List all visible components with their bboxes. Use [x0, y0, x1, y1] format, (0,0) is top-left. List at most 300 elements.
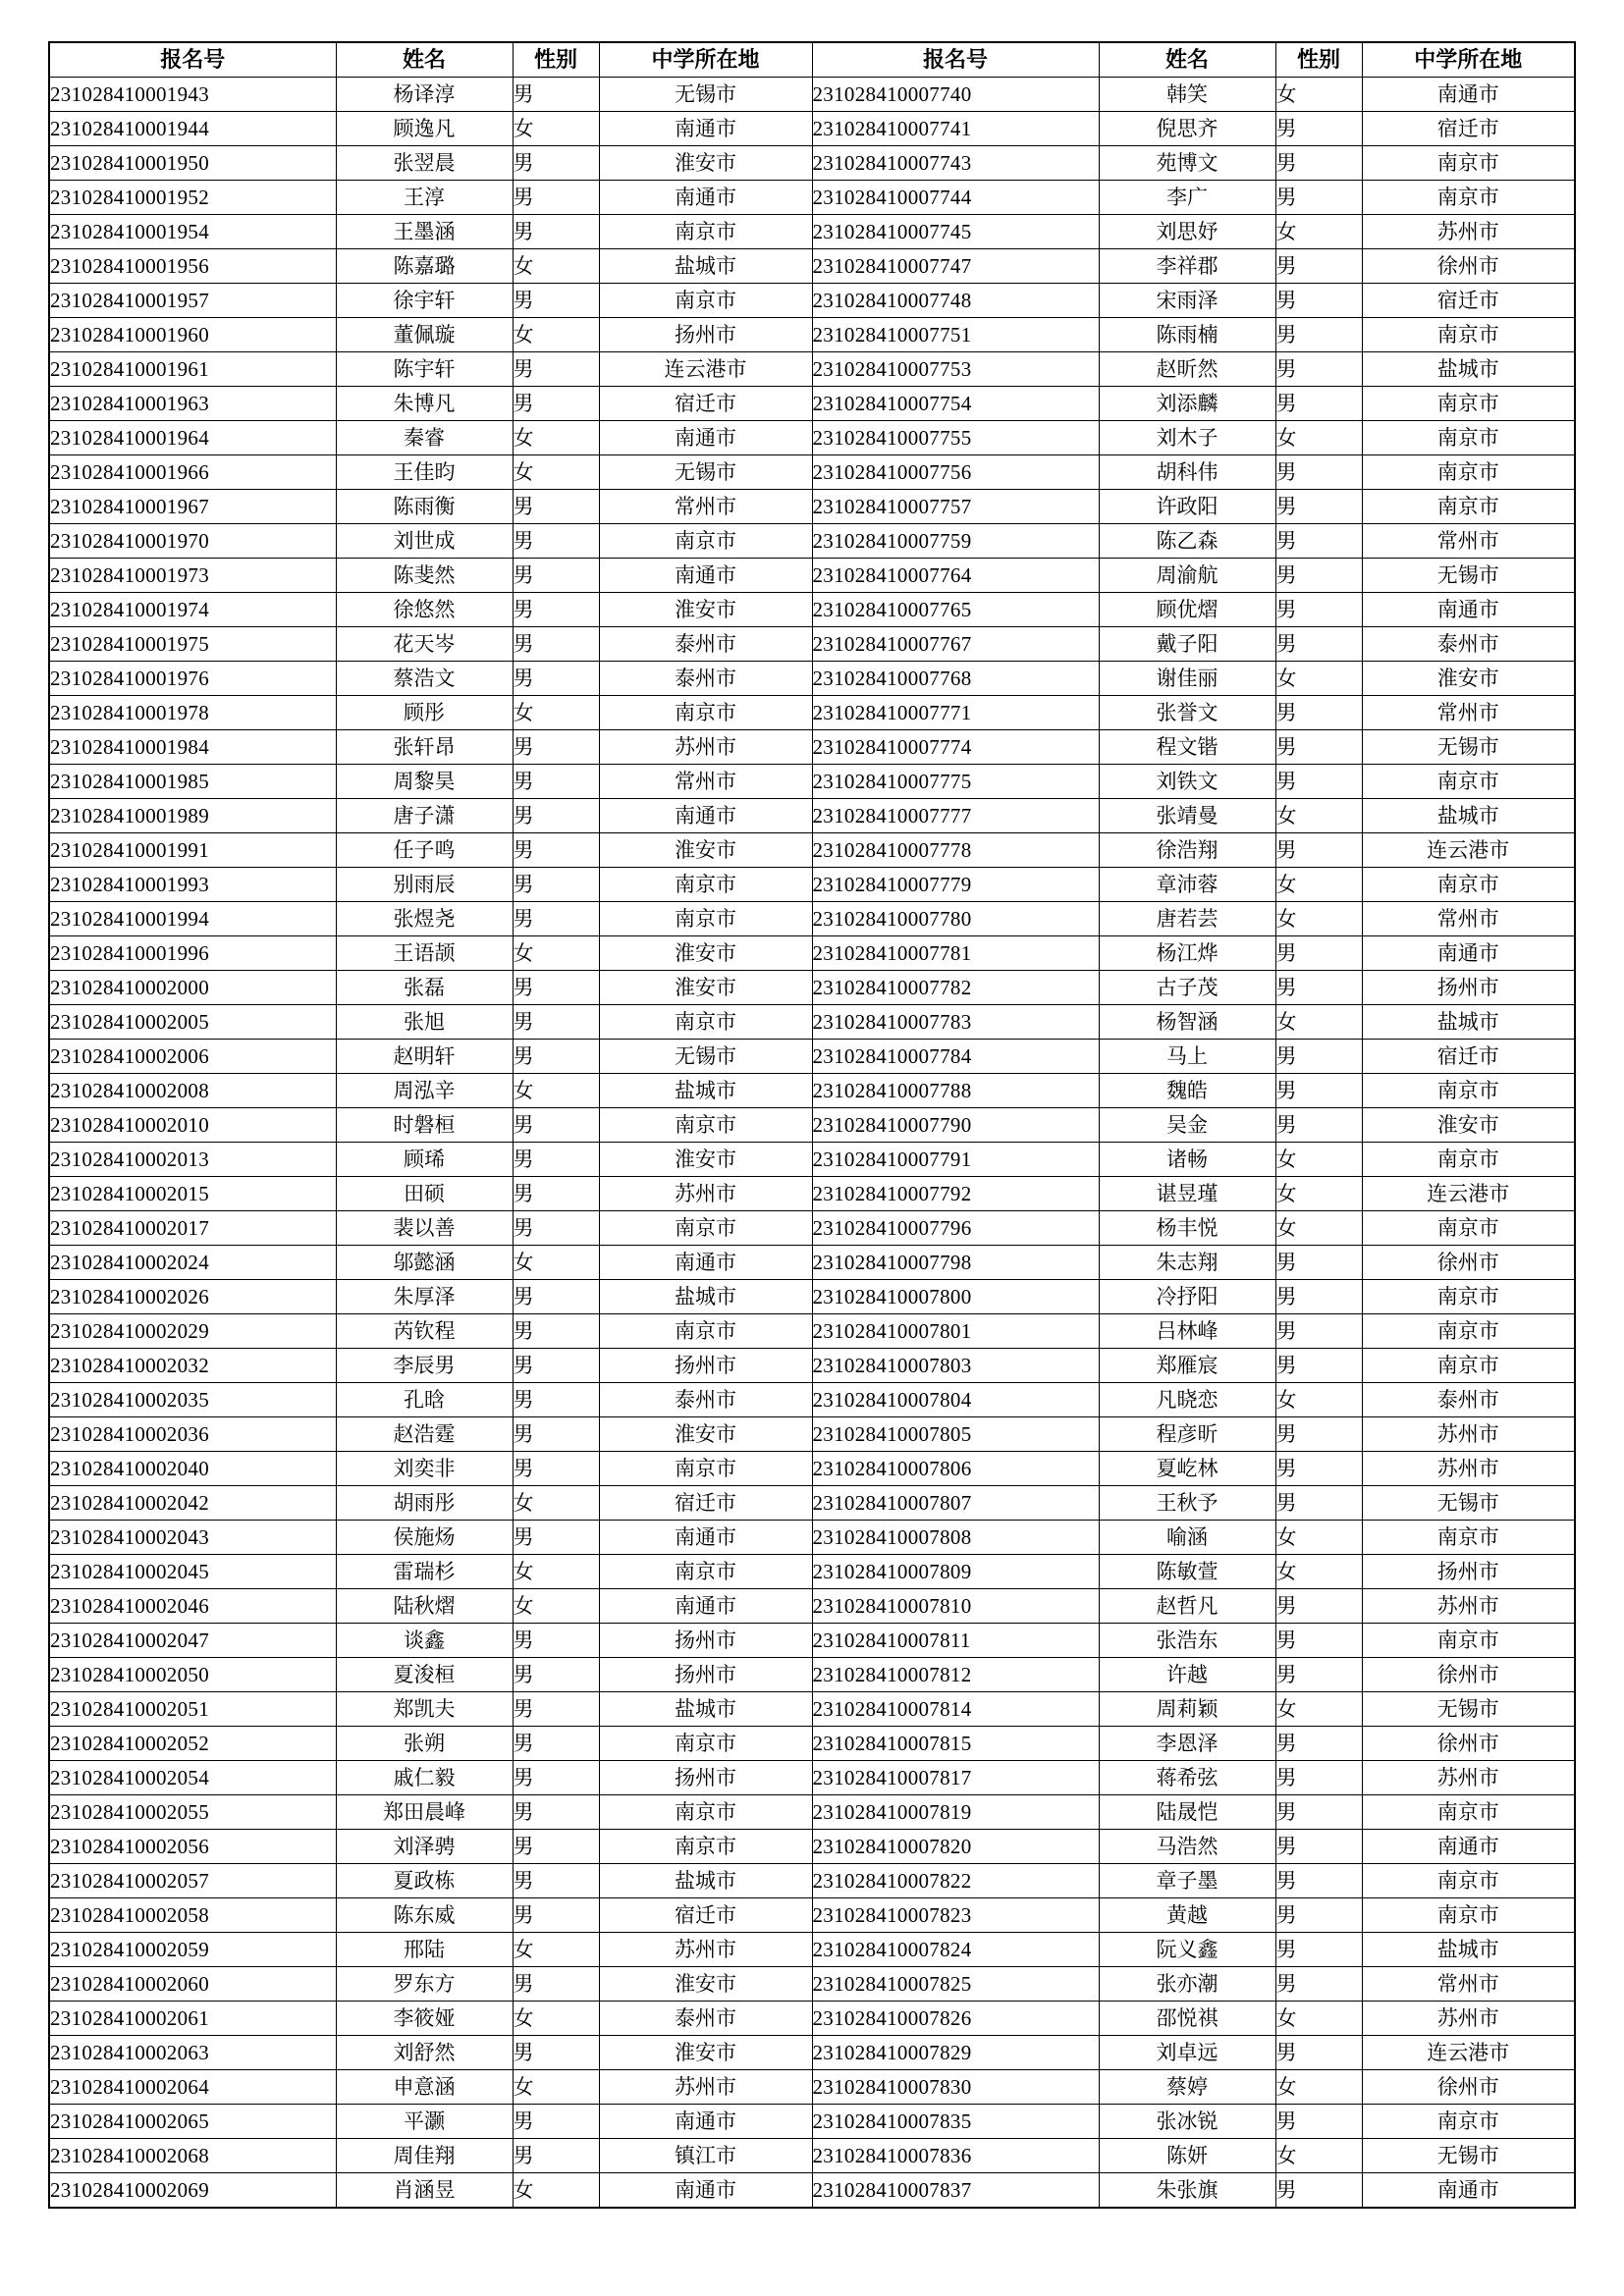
gender-cell: 男 [513, 490, 599, 524]
name-cell: 郑凯夫 [336, 1692, 513, 1727]
gender-cell: 女 [513, 1555, 599, 1589]
gender-cell: 男 [513, 559, 599, 593]
gender-cell: 女 [1275, 1211, 1362, 1246]
gender-cell: 男 [1275, 1898, 1362, 1933]
table-row [49, 1864, 1575, 1898]
name-cell: 任子鸣 [336, 833, 513, 868]
school-city-cell: 宿迁市 [1362, 112, 1575, 146]
name-cell: 周莉颖 [1099, 1692, 1275, 1727]
registration-number-cell: 231028410007815 [812, 1727, 1099, 1761]
registration-number-cell: 231028410007759 [812, 524, 1099, 559]
school-city-cell: 宿迁市 [1362, 1040, 1575, 1074]
table-row [49, 1727, 1575, 1761]
gender-cell: 男 [513, 1143, 599, 1177]
name-cell: 李辰男 [336, 1349, 513, 1383]
name-cell: 顾琋 [336, 1143, 513, 1177]
gender-cell: 男 [1275, 1727, 1362, 1761]
gender-cell: 女 [513, 249, 599, 284]
name-cell: 王秋予 [1099, 1486, 1275, 1521]
registration-number-cell: 231028410007779 [812, 868, 1099, 902]
registration-number-cell: 231028410007800 [812, 1280, 1099, 1314]
registration-number-cell: 231028410002006 [49, 1040, 336, 1074]
registration-number-cell: 231028410001974 [49, 593, 336, 627]
gender-cell: 女 [1275, 868, 1362, 902]
school-city-cell: 南京市 [1362, 1898, 1575, 1933]
registration-number-cell: 231028410007798 [812, 1246, 1099, 1280]
registration-number-cell: 231028410002065 [49, 2105, 336, 2139]
gender-cell: 男 [513, 627, 599, 662]
registration-number-cell: 231028410001957 [49, 284, 336, 318]
gender-cell: 女 [1275, 421, 1362, 455]
school-city-cell: 南京市 [1362, 1211, 1575, 1246]
name-cell: 田硕 [336, 1177, 513, 1211]
registration-number-cell: 231028410007744 [812, 181, 1099, 215]
registration-number-cell: 231028410002069 [49, 2173, 336, 2209]
registration-number-cell: 231028410001984 [49, 730, 336, 765]
name-cell: 王淳 [336, 181, 513, 215]
table-row [49, 455, 1575, 490]
gender-cell: 男 [1275, 524, 1362, 559]
registration-number-cell: 231028410002015 [49, 1177, 336, 1211]
registration-number-cell: 231028410007810 [812, 1589, 1099, 1624]
table-row [49, 1692, 1575, 1727]
table-row [49, 490, 1575, 524]
gender-cell: 女 [1275, 662, 1362, 696]
registration-number-cell: 231028410002054 [49, 1761, 336, 1795]
registration-number-cell: 231028410007767 [812, 627, 1099, 662]
table-row [49, 1280, 1575, 1314]
gender-cell: 女 [1275, 1005, 1362, 1040]
table-row [49, 387, 1575, 421]
name-cell: 戴子阳 [1099, 627, 1275, 662]
registration-number-cell: 231028410001993 [49, 868, 336, 902]
school-city-cell: 南通市 [599, 2173, 812, 2209]
school-city-cell: 南通市 [599, 1589, 812, 1624]
gender-cell: 女 [1275, 799, 1362, 833]
registration-number-cell: 231028410007837 [812, 2173, 1099, 2209]
name-cell: 王墨涵 [336, 215, 513, 249]
header-name-left: 姓名 [336, 42, 513, 78]
registration-number-cell: 231028410007805 [812, 1417, 1099, 1452]
gender-cell: 女 [513, 696, 599, 730]
registration-number-cell: 231028410002042 [49, 1486, 336, 1521]
name-cell: 张誉文 [1099, 696, 1275, 730]
registration-number-cell: 231028410007812 [812, 1658, 1099, 1692]
name-cell: 刘铁文 [1099, 765, 1275, 799]
name-cell: 倪思齐 [1099, 112, 1275, 146]
school-city-cell: 淮安市 [599, 1417, 812, 1452]
table-row [49, 799, 1575, 833]
name-cell: 张靖曼 [1099, 799, 1275, 833]
gender-cell: 男 [1275, 593, 1362, 627]
school-city-cell: 无锡市 [599, 1040, 812, 1074]
name-cell: 朱厚泽 [336, 1280, 513, 1314]
name-cell: 徐浩翔 [1099, 833, 1275, 868]
name-cell: 马上 [1099, 1040, 1275, 1074]
school-city-cell: 苏州市 [1362, 1761, 1575, 1795]
registration-number-cell: 231028410002058 [49, 1898, 336, 1933]
name-cell: 张煜尧 [336, 902, 513, 936]
school-city-cell: 扬州市 [599, 1658, 812, 1692]
name-cell: 张亦潮 [1099, 1967, 1275, 2002]
registration-number-cell: 231028410002008 [49, 1074, 336, 1108]
name-cell: 杨丰悦 [1099, 1211, 1275, 1246]
table-row [49, 559, 1575, 593]
header-gender-left: 性别 [513, 42, 599, 78]
name-cell: 马浩然 [1099, 1830, 1275, 1864]
registration-number-cell: 231028410007755 [812, 421, 1099, 455]
registration-number-cell: 231028410007756 [812, 455, 1099, 490]
gender-cell: 男 [513, 1967, 599, 2002]
gender-cell: 男 [1275, 1624, 1362, 1658]
table-row [49, 352, 1575, 387]
registration-number-cell: 231028410002063 [49, 2036, 336, 2070]
school-city-cell: 扬州市 [599, 1349, 812, 1383]
name-cell: 章子墨 [1099, 1864, 1275, 1898]
table-row [49, 2070, 1575, 2105]
registration-number-cell: 231028410007751 [812, 318, 1099, 352]
school-city-cell: 苏州市 [599, 2070, 812, 2105]
gender-cell: 女 [513, 2173, 599, 2209]
gender-cell: 男 [513, 387, 599, 421]
school-city-cell: 南京市 [1362, 1795, 1575, 1830]
gender-cell: 女 [1275, 1383, 1362, 1417]
name-cell: 阮义鑫 [1099, 1933, 1275, 1967]
table-row [49, 765, 1575, 799]
table-body [49, 78, 1575, 2209]
school-city-cell: 无锡市 [1362, 559, 1575, 593]
gender-cell: 男 [1275, 1486, 1362, 1521]
gender-cell: 女 [513, 2070, 599, 2105]
school-city-cell: 南通市 [599, 1246, 812, 1280]
name-cell: 邵悦祺 [1099, 2002, 1275, 2036]
gender-cell: 男 [513, 1040, 599, 1074]
name-cell: 肖涵昱 [336, 2173, 513, 2209]
registration-number-cell: 231028410002052 [49, 1727, 336, 1761]
registration-number-cell: 231028410002047 [49, 1624, 336, 1658]
name-cell: 刘世成 [336, 524, 513, 559]
name-cell: 平灏 [336, 2105, 513, 2139]
gender-cell: 男 [1275, 284, 1362, 318]
gender-cell: 男 [1275, 730, 1362, 765]
school-city-cell: 淮安市 [599, 936, 812, 971]
table-row [49, 1795, 1575, 1830]
gender-cell: 女 [513, 1486, 599, 1521]
name-cell: 赵浩霆 [336, 1417, 513, 1452]
school-city-cell: 连云港市 [1362, 1177, 1575, 1211]
gender-cell: 男 [513, 1383, 599, 1417]
registration-number-cell: 231028410002026 [49, 1280, 336, 1314]
gender-cell: 男 [513, 284, 599, 318]
registration-number-cell: 231028410002043 [49, 1521, 336, 1555]
table-row [49, 833, 1575, 868]
school-city-cell: 扬州市 [599, 318, 812, 352]
school-city-cell: 南通市 [1362, 1830, 1575, 1864]
registration-number-cell: 231028410007775 [812, 765, 1099, 799]
gender-cell: 男 [1275, 1830, 1362, 1864]
school-city-cell: 苏州市 [1362, 1452, 1575, 1486]
table-row [49, 421, 1575, 455]
school-city-cell: 盐城市 [1362, 1933, 1575, 1967]
school-city-cell: 南京市 [599, 1555, 812, 1589]
registration-number-cell: 231028410001956 [49, 249, 336, 284]
school-city-cell: 淮安市 [1362, 1108, 1575, 1143]
table-row [49, 1005, 1575, 1040]
table-row [49, 868, 1575, 902]
gender-cell: 男 [1275, 112, 1362, 146]
school-city-cell: 苏州市 [1362, 1417, 1575, 1452]
table-row [49, 730, 1575, 765]
gender-cell: 男 [513, 833, 599, 868]
registration-number-cell: 231028410007835 [812, 2105, 1099, 2139]
registration-number-cell: 231028410001996 [49, 936, 336, 971]
gender-cell: 男 [513, 1692, 599, 1727]
name-cell: 赵明轩 [336, 1040, 513, 1074]
registration-number-cell: 231028410002035 [49, 1383, 336, 1417]
school-city-cell: 苏州市 [1362, 2002, 1575, 2036]
school-city-cell: 泰州市 [599, 2002, 812, 2036]
school-city-cell: 苏州市 [599, 1933, 812, 1967]
registration-number-cell: 231028410007778 [812, 833, 1099, 868]
school-city-cell: 南京市 [1362, 1314, 1575, 1349]
registration-number-cell: 231028410007748 [812, 284, 1099, 318]
gender-cell: 男 [513, 1864, 599, 1898]
gender-cell: 男 [1275, 1933, 1362, 1967]
gender-cell: 男 [1275, 696, 1362, 730]
school-city-cell: 常州市 [599, 765, 812, 799]
name-cell: 邢陆 [336, 1933, 513, 1967]
school-city-cell: 南京市 [599, 284, 812, 318]
school-city-cell: 南通市 [599, 559, 812, 593]
registration-number-cell: 231028410007817 [812, 1761, 1099, 1795]
name-cell: 张旭 [336, 1005, 513, 1040]
gender-cell: 女 [513, 1246, 599, 1280]
name-cell: 冷抒阳 [1099, 1280, 1275, 1314]
name-cell: 芮钦程 [336, 1314, 513, 1349]
table-row [49, 1830, 1575, 1864]
gender-cell: 男 [513, 1521, 599, 1555]
name-cell: 蒋希弦 [1099, 1761, 1275, 1795]
school-city-cell: 徐州市 [1362, 249, 1575, 284]
gender-cell: 男 [1275, 1864, 1362, 1898]
registration-number-cell: 231028410002056 [49, 1830, 336, 1864]
school-city-cell: 南通市 [599, 799, 812, 833]
gender-cell: 男 [1275, 559, 1362, 593]
school-city-cell: 徐州市 [1362, 1727, 1575, 1761]
school-city-cell: 南京市 [599, 1795, 812, 1830]
table-row [49, 1589, 1575, 1624]
table-row [49, 1417, 1575, 1452]
gender-cell: 女 [513, 1933, 599, 1967]
registration-number-cell: 231028410002061 [49, 2002, 336, 2036]
registration-number-cell: 231028410007741 [812, 112, 1099, 146]
name-cell: 张磊 [336, 971, 513, 1005]
gender-cell: 女 [513, 1589, 599, 1624]
registration-number-cell: 231028410002051 [49, 1692, 336, 1727]
table-row [49, 662, 1575, 696]
gender-cell: 男 [1275, 2105, 1362, 2139]
gender-cell: 男 [1275, 352, 1362, 387]
registration-number-cell: 231028410007792 [812, 1177, 1099, 1211]
gender-cell: 女 [1275, 1521, 1362, 1555]
name-cell: 赵哲凡 [1099, 1589, 1275, 1624]
registration-number-cell: 231028410007803 [812, 1349, 1099, 1383]
registration-number-cell: 231028410007807 [812, 1486, 1099, 1521]
school-city-cell: 南通市 [599, 112, 812, 146]
gender-cell: 男 [513, 662, 599, 696]
table-row [49, 2139, 1575, 2173]
registration-number-cell: 231028410007820 [812, 1830, 1099, 1864]
name-cell: 郑田晨峰 [336, 1795, 513, 1830]
school-city-cell: 南京市 [1362, 1624, 1575, 1658]
gender-cell: 女 [1275, 2070, 1362, 2105]
name-cell: 王佳昀 [336, 455, 513, 490]
gender-cell: 女 [1275, 2002, 1362, 2036]
name-cell: 徐宇轩 [336, 284, 513, 318]
school-city-cell: 南京市 [599, 1108, 812, 1143]
school-city-cell: 南京市 [1362, 421, 1575, 455]
table-row [49, 902, 1575, 936]
gender-cell: 男 [513, 1005, 599, 1040]
registration-number-cell: 231028410001973 [49, 559, 336, 593]
table-row [49, 1486, 1575, 1521]
gender-cell: 男 [1275, 1349, 1362, 1383]
registration-number-cell: 231028410007829 [812, 2036, 1099, 2070]
name-cell: 刘舒然 [336, 2036, 513, 2070]
registration-number-cell: 231028410001978 [49, 696, 336, 730]
school-city-cell: 扬州市 [599, 1761, 812, 1795]
school-city-cell: 无锡市 [1362, 2139, 1575, 2173]
school-city-cell: 南通市 [1362, 593, 1575, 627]
gender-cell: 男 [513, 78, 599, 112]
name-cell: 谢佳丽 [1099, 662, 1275, 696]
registration-number-cell: 231028410007765 [812, 593, 1099, 627]
gender-cell: 男 [1275, 1795, 1362, 1830]
gender-cell: 男 [513, 1658, 599, 1692]
registration-number-cell: 231028410001967 [49, 490, 336, 524]
registration-number-cell: 231028410002068 [49, 2139, 336, 2173]
school-city-cell: 南通市 [599, 421, 812, 455]
gender-cell: 女 [513, 936, 599, 971]
school-city-cell: 苏州市 [599, 730, 812, 765]
name-cell: 周渝航 [1099, 559, 1275, 593]
school-city-cell: 常州市 [1362, 1967, 1575, 2002]
registration-number-cell: 231028410001961 [49, 352, 336, 387]
registration-number-cell: 231028410002024 [49, 1246, 336, 1280]
name-cell: 蔡婷 [1099, 2070, 1275, 2105]
school-city-cell: 苏州市 [1362, 1589, 1575, 1624]
name-cell: 陈妍 [1099, 2139, 1275, 2173]
registration-number-cell: 231028410007824 [812, 1933, 1099, 1967]
gender-cell: 男 [513, 1108, 599, 1143]
table-row [49, 1074, 1575, 1108]
gender-cell: 男 [1275, 1761, 1362, 1795]
registration-number-cell: 231028410002029 [49, 1314, 336, 1349]
table-row [49, 1349, 1575, 1383]
registration-number-cell: 231028410002046 [49, 1589, 336, 1624]
school-city-cell: 南京市 [599, 696, 812, 730]
table-row [49, 1967, 1575, 2002]
school-city-cell: 扬州市 [1362, 971, 1575, 1005]
name-cell: 吴金 [1099, 1108, 1275, 1143]
name-cell: 许越 [1099, 1658, 1275, 1692]
name-cell: 周佳翔 [336, 2139, 513, 2173]
school-city-cell: 南京市 [599, 1314, 812, 1349]
name-cell: 韩笑 [1099, 78, 1275, 112]
registration-number-cell: 231028410007823 [812, 1898, 1099, 1933]
name-cell: 张冰锐 [1099, 2105, 1275, 2139]
name-cell: 顾彤 [336, 696, 513, 730]
registration-number-cell: 231028410002013 [49, 1143, 336, 1177]
name-cell: 谌昱瑾 [1099, 1177, 1275, 1211]
name-cell: 谈鑫 [336, 1624, 513, 1658]
table-header-row [49, 42, 1575, 78]
school-city-cell: 盐城市 [599, 1692, 812, 1727]
registration-number-cell: 231028410007747 [812, 249, 1099, 284]
school-city-cell: 盐城市 [599, 249, 812, 284]
gender-cell: 男 [1275, 490, 1362, 524]
school-city-cell: 扬州市 [599, 1624, 812, 1658]
table-row [49, 1521, 1575, 1555]
registration-number-cell: 231028410007825 [812, 1967, 1099, 2002]
name-cell: 杨江烨 [1099, 936, 1275, 971]
registration-number-cell: 231028410007819 [812, 1795, 1099, 1830]
name-cell: 顾优熠 [1099, 593, 1275, 627]
registration-number-cell: 231028410007804 [812, 1383, 1099, 1417]
gender-cell: 男 [1275, 455, 1362, 490]
registration-number-cell: 231028410007808 [812, 1521, 1099, 1555]
school-city-cell: 苏州市 [599, 1177, 812, 1211]
gender-cell: 男 [1275, 1967, 1362, 2002]
registration-number-cell: 231028410002064 [49, 2070, 336, 2105]
gender-cell: 男 [513, 1417, 599, 1452]
registration-number-cell: 231028410007796 [812, 1211, 1099, 1246]
registration-number-cell: 231028410007836 [812, 2139, 1099, 2173]
name-cell: 邬懿涵 [336, 1246, 513, 1280]
school-city-cell: 无锡市 [599, 455, 812, 490]
name-cell: 宋雨泽 [1099, 284, 1275, 318]
school-city-cell: 南京市 [599, 1452, 812, 1486]
gender-cell: 女 [513, 1074, 599, 1108]
name-cell: 秦睿 [336, 421, 513, 455]
gender-cell: 女 [513, 318, 599, 352]
school-city-cell: 淮安市 [599, 2036, 812, 2070]
gender-cell: 男 [513, 524, 599, 559]
gender-cell: 男 [513, 799, 599, 833]
gender-cell: 男 [513, 1280, 599, 1314]
name-cell: 孔晗 [336, 1383, 513, 1417]
school-city-cell: 南京市 [1362, 490, 1575, 524]
name-cell: 张轩昂 [336, 730, 513, 765]
registration-number-cell: 231028410007774 [812, 730, 1099, 765]
registration-number-cell: 231028410001952 [49, 181, 336, 215]
gender-cell: 男 [513, 902, 599, 936]
table-row [49, 696, 1575, 730]
table-row [49, 1658, 1575, 1692]
name-cell: 陈东威 [336, 1898, 513, 1933]
school-city-cell: 南京市 [1362, 1521, 1575, 1555]
registration-number-cell: 231028410002059 [49, 1933, 336, 1967]
gender-cell: 男 [1275, 1417, 1362, 1452]
name-cell: 陆晟恺 [1099, 1795, 1275, 1830]
name-cell: 蔡浩文 [336, 662, 513, 696]
registration-number-cell: 231028410001970 [49, 524, 336, 559]
table-row [49, 78, 1575, 112]
gender-cell: 男 [513, 2036, 599, 2070]
school-city-cell: 常州市 [1362, 524, 1575, 559]
school-city-cell: 扬州市 [1362, 1555, 1575, 1589]
school-city-cell: 无锡市 [599, 78, 812, 112]
